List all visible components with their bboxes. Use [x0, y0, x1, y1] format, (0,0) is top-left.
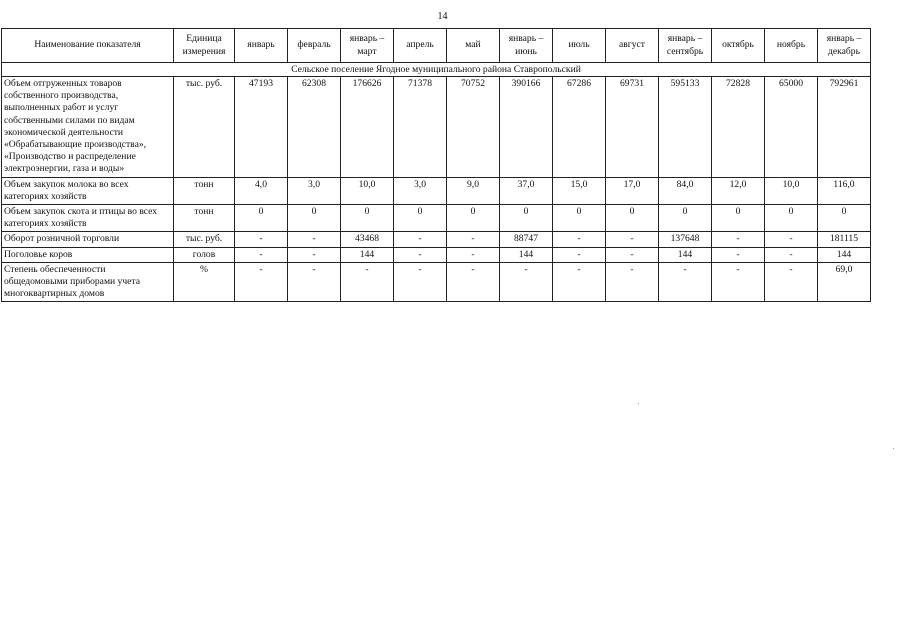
- value-cell: 15,0: [553, 177, 606, 204]
- unit-column-header: Единица измерения: [174, 29, 235, 63]
- indicator-name: Поголовье коров: [2, 247, 174, 262]
- value-cell: 116,0: [818, 177, 871, 204]
- value-cell: -: [712, 232, 765, 247]
- value-cell: -: [394, 247, 447, 262]
- value-cell: -: [500, 262, 553, 302]
- value-cell: 0: [235, 205, 288, 232]
- value-cell: 67286: [553, 77, 606, 178]
- value-cell: -: [606, 247, 659, 262]
- value-cell: 12,0: [712, 177, 765, 204]
- value-cell: 71378: [394, 77, 447, 178]
- value-cell: 72828: [712, 77, 765, 178]
- value-cell: -: [553, 262, 606, 302]
- value-cell: 390166: [500, 77, 553, 178]
- value-cell: 43468: [341, 232, 394, 247]
- period-column-header: январь – июнь: [500, 29, 553, 63]
- value-cell: 62308: [288, 77, 341, 178]
- period-column-header: апрель: [394, 29, 447, 63]
- indicator-name: Объем закупок молока во всех категориях хозяйств: [2, 177, 174, 204]
- value-cell: 144: [500, 247, 553, 262]
- value-cell: 37,0: [500, 177, 553, 204]
- value-cell: 0: [288, 205, 341, 232]
- value-cell: 17,0: [606, 177, 659, 204]
- indicator-column-header: Наименование показателя: [2, 29, 174, 63]
- value-cell: -: [712, 262, 765, 302]
- value-cell: 0: [341, 205, 394, 232]
- value-cell: -: [235, 247, 288, 262]
- value-cell: 0: [500, 205, 553, 232]
- value-cell: 792961: [818, 77, 871, 178]
- value-cell: -: [288, 262, 341, 302]
- value-cell: 0: [606, 205, 659, 232]
- table-row: [2, 262, 871, 302]
- table-row: [2, 232, 871, 247]
- value-cell: -: [553, 232, 606, 247]
- value-cell: 181115: [818, 232, 871, 247]
- value-cell: -: [341, 262, 394, 302]
- indicator-name: Оборот розничной торговли: [2, 232, 174, 247]
- value-cell: -: [765, 247, 818, 262]
- period-column-header: январь – март: [341, 29, 394, 63]
- value-cell: 144: [341, 247, 394, 262]
- value-cell: 144: [659, 247, 712, 262]
- unit-cell: тонн: [174, 177, 235, 204]
- value-cell: 0: [712, 205, 765, 232]
- value-cell: 65000: [765, 77, 818, 178]
- value-cell: 3,0: [394, 177, 447, 204]
- value-cell: 3,0: [288, 177, 341, 204]
- value-cell: 0: [447, 205, 500, 232]
- table-row: [2, 247, 871, 262]
- value-cell: 10,0: [765, 177, 818, 204]
- scan-speck: [638, 403, 639, 404]
- value-cell: -: [235, 232, 288, 247]
- value-cell: -: [447, 247, 500, 262]
- table-row: [2, 205, 871, 232]
- table-row: [2, 177, 871, 204]
- value-cell: 137648: [659, 232, 712, 247]
- indicator-name: Степень обеспеченности общедомовыми приборами учета многоквартирных домов: [2, 262, 174, 302]
- unit-cell: тыс. руб.: [174, 232, 235, 247]
- period-column-header: ноябрь: [765, 29, 818, 63]
- value-cell: 595133: [659, 77, 712, 178]
- value-cell: -: [553, 247, 606, 262]
- value-cell: 4,0: [235, 177, 288, 204]
- period-column-header: август: [606, 29, 659, 63]
- value-cell: 0: [765, 205, 818, 232]
- section-title: Сельское поселение Ягодное муниципального района Ставропольский: [2, 63, 871, 77]
- value-cell: -: [712, 247, 765, 262]
- value-cell: -: [288, 232, 341, 247]
- section-row: [2, 63, 871, 77]
- period-column-header: октябрь: [712, 29, 765, 63]
- value-cell: 84,0: [659, 177, 712, 204]
- value-cell: 0: [818, 205, 871, 232]
- statistics-table: [1, 28, 871, 302]
- value-cell: 0: [659, 205, 712, 232]
- value-cell: 69,0: [818, 262, 871, 302]
- period-column-header: июль: [553, 29, 606, 63]
- value-cell: -: [765, 262, 818, 302]
- value-cell: -: [394, 232, 447, 247]
- period-column-header: январь – декабрь: [818, 29, 871, 63]
- value-cell: 176626: [341, 77, 394, 178]
- unit-cell: тонн: [174, 205, 235, 232]
- value-cell: 88747: [500, 232, 553, 247]
- value-cell: 69731: [606, 77, 659, 178]
- period-column-header: январь – сентябрь: [659, 29, 712, 63]
- value-cell: 0: [394, 205, 447, 232]
- unit-cell: %: [174, 262, 235, 302]
- period-column-header: январь: [235, 29, 288, 63]
- value-cell: 9,0: [447, 177, 500, 204]
- unit-cell: тыс. руб.: [174, 77, 235, 178]
- value-cell: -: [447, 232, 500, 247]
- table-row: [2, 77, 871, 178]
- value-cell: -: [606, 262, 659, 302]
- period-column-header: май: [447, 29, 500, 63]
- value-cell: -: [235, 262, 288, 302]
- scan-speck: [893, 448, 894, 449]
- page-number: 14: [437, 11, 448, 22]
- value-cell: -: [447, 262, 500, 302]
- value-cell: 47193: [235, 77, 288, 178]
- indicator-name: Объем отгруженных товаров собственного производства, выполненных работ и услуг собственными силами по видам экономической деятельности «Обрабатывающие производства», «Производство и распределение электроэнергии, газа и воды»: [2, 77, 174, 178]
- value-cell: -: [659, 262, 712, 302]
- period-column-header: февраль: [288, 29, 341, 63]
- value-cell: -: [288, 247, 341, 262]
- value-cell: 144: [818, 247, 871, 262]
- unit-cell: голов: [174, 247, 235, 262]
- value-cell: 0: [553, 205, 606, 232]
- value-cell: -: [394, 262, 447, 302]
- indicator-name: Объем закупок скота и птицы во всех категориях хозяйств: [2, 205, 174, 232]
- table-header-row: [2, 29, 871, 63]
- value-cell: 70752: [447, 77, 500, 178]
- value-cell: -: [606, 232, 659, 247]
- value-cell: 10,0: [341, 177, 394, 204]
- value-cell: -: [765, 232, 818, 247]
